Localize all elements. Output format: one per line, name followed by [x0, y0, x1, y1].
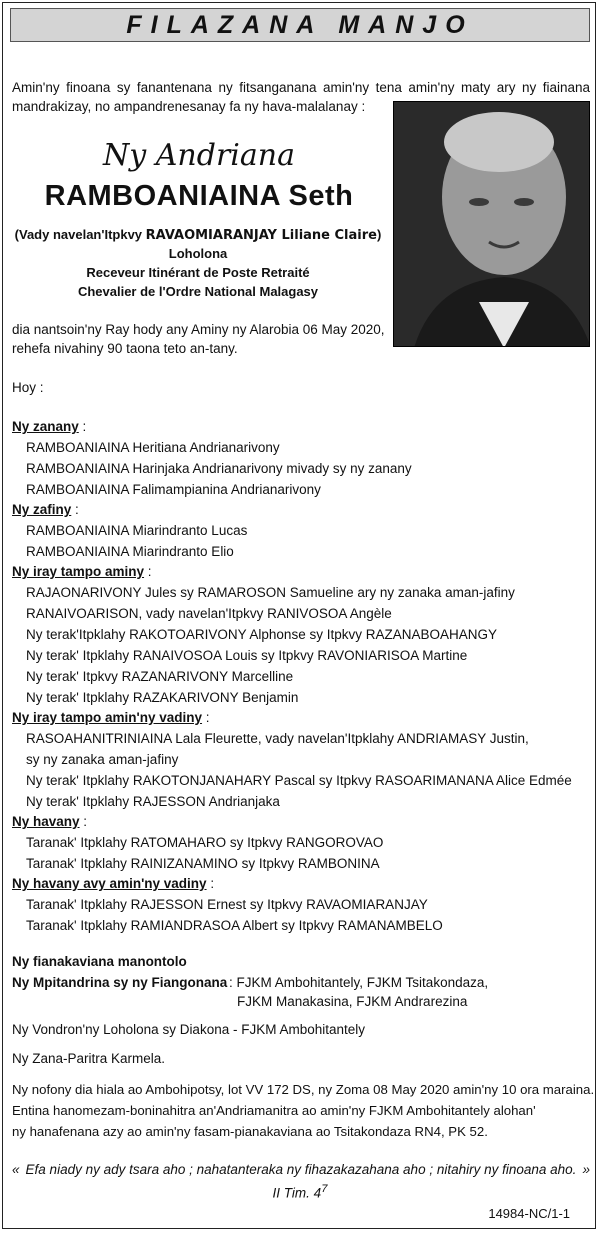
funeral-line-1: Ny nofony dia hiala ao Ambohipotsy, lot VV 172 DS, ny Zoma 08 May 2020 amin'ny 10 ora maraina.	[12, 1082, 595, 1097]
section-heading-zanany: Ny zanany :	[12, 419, 87, 434]
list-item: Ny terak' Itpklahy RAKOTONJANAHARY Pascal sy Itpkvy RASOARIMANANA Alice Edmée	[26, 773, 572, 788]
section-heading-havany: Ny havany :	[12, 814, 88, 829]
list-item: Ny terak' Itpklahy RANAIVOSOA Louis sy Itpkvy RAVONIARISOA Martine	[26, 648, 468, 663]
list-item: Ny terak'Itpklahy RAKOTOARIVONY Alphonse sy Itpkvy RAZANABOAHANGY	[26, 627, 497, 642]
list-item: Taranak' Itpklahy RAMIANDRASOA Albert sy Itpkvy RAMANAMBELO	[26, 918, 443, 933]
vondrona-line: Ny Vondron'ny Loholona sy Diakona - FJKM Ambohitantely	[12, 1022, 366, 1037]
section-heading-iray-tampo-vadiny: Ny iray tampo amin'ny vadiny :	[12, 710, 210, 725]
funeral-line-2: Entina hanomezam-boninahitra an'Andriamanitra ao amin'ny FJKM Ambohitantely alohan'	[12, 1103, 536, 1118]
quote-close-mark: »	[582, 1162, 590, 1177]
list-item: RAMBOANIAINA Miarindranto Lucas	[26, 523, 248, 538]
portrait-photo	[393, 101, 590, 347]
spouse-name: RAVAOMIARANJAY Liliane Claire	[145, 228, 377, 243]
list-item: RAMBOANIAINA Harinjaka Andrianarivony mivady sy ny zanany	[26, 461, 412, 476]
list-item: RAMBOANIAINA Miarindranto Elio	[26, 544, 234, 559]
banner-title: FILAZANA MANJO	[126, 10, 474, 39]
spouse-suffix: )	[376, 227, 382, 242]
intro-text: Amin'ny finoana sy fanantenana ny fitsanganana amin'ny tena amin'ny maty ary ny fiainana mandrakizay, no ampandrenesanay fa ny hava-malalanay :	[12, 80, 590, 114]
spouse-line	[8, 225, 388, 245]
title-chevalier: Chevalier de l'Ordre National Malagasy	[77, 284, 319, 299]
zana-paritra-line: Ny Zana-Paritra Karmela.	[12, 1051, 166, 1066]
mpitandrina-label: Ny Mpitandrina sy ny Fiangonana	[12, 975, 228, 990]
bible-quote	[12, 1162, 590, 1177]
death-line-2: rehefa nivahiny 90 taona teto an-tany.	[12, 341, 238, 356]
list-item: Ny terak' Itpklahy RAJESSON Andrianjaka	[26, 794, 280, 809]
reference-text: II Tim. 4	[272, 1185, 322, 1201]
list-item: sy ny zanaka aman-jafiny	[26, 752, 179, 767]
mpitandrina-line-1: : FJKM Ambohitantely, FJKM Tsitakondaza,	[229, 975, 489, 990]
notice-code: 14984-NC/1-1	[488, 1206, 570, 1221]
spouse-prefix: (Vady navelan'Itpkvy	[14, 227, 146, 242]
section-heading-havany-vadiny: Ny havany avy amin'ny vadiny :	[12, 876, 215, 891]
deceased-name: RAMBOANIAINA Seth	[44, 180, 354, 212]
quote-open-mark: «	[12, 1162, 20, 1177]
bible-reference	[0, 1183, 600, 1201]
list-item: Ny terak' Itpkvy RAZANARIVONY Marcelline	[26, 669, 294, 684]
list-item: RASOAHANITRINIAINA Lala Fleurette, vady navelan'Itpklahy ANDRIAMASY Justin,	[26, 731, 529, 746]
list-item: Taranak' Itpklahy RAINIZANAMINO sy Itpkvy RAMBONINA	[26, 856, 380, 871]
title-receveur: Receveur Itinérant de Poste Retraité	[86, 265, 310, 280]
mpitandrina-line-2: FJKM Manakasina, FJKM Andrarezina	[237, 994, 468, 1009]
notice-banner	[10, 8, 590, 42]
list-item: Taranak' Itpklahy RATOMAHARO sy Itpkvy RANGOROVAO	[26, 835, 384, 850]
hoy-label: Hoy :	[12, 380, 44, 395]
list-item: Ny terak' Itpklahy RAZAKARIVONY Benjamin	[26, 690, 299, 705]
list-item: Taranak' Itpklahy RAJESSON Ernest sy Itpkvy RAVAOMIARANJAY	[26, 897, 428, 912]
fianakaviana-heading: Ny fianakaviana manontolo	[12, 954, 187, 969]
list-item: RAMBOANIAINA Heritiana Andrianarivony	[26, 440, 280, 455]
title-loholona: Loholona	[168, 246, 228, 261]
reference-verse: 7	[321, 1183, 328, 1195]
honorific: Ny Andriana	[103, 138, 295, 173]
funeral-line-3: ny hanafenana azy ao amin'ny fasam-pianakaviana ao Tsitakondaza RN4, PK 52.	[12, 1124, 488, 1139]
death-line-1: dia nantsoin'ny Ray hody any Aminy ny Alarobia 06 May 2020,	[12, 322, 385, 337]
list-item: RAMBOANIAINA Falimampianina Andrianarivony	[26, 482, 321, 497]
list-item: RANAIVOARISON, vady navelan'Itpkvy RANIVOSOA Angèle	[26, 606, 392, 621]
section-heading-zafiny: Ny zafiny :	[12, 502, 79, 517]
list-item: RAJAONARIVONY Jules sy RAMAROSON Samueline ary ny zanaka aman-jafiny	[26, 585, 515, 600]
quote-text: Efa niady ny ady tsara aho ; nahatanteraka ny fihazakazahana aho ; nitahiry ny finoana aho.	[25, 1162, 577, 1177]
section-heading-iray-tampo: Ny iray tampo aminy :	[12, 564, 152, 579]
